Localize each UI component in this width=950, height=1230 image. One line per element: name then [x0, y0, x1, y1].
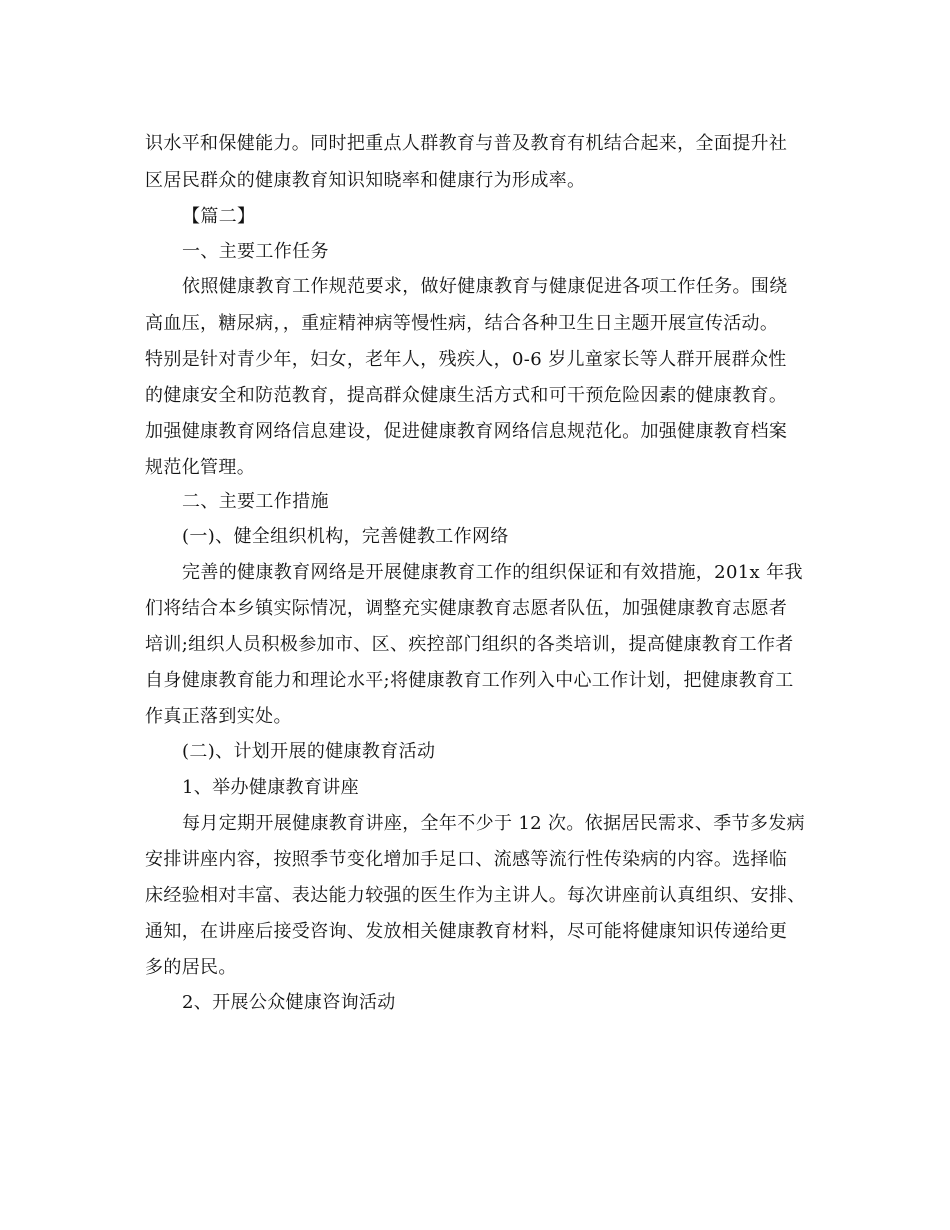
- section-heading: 二、主要工作措施: [182, 491, 329, 512]
- item-heading: 1、举办健康教育讲座: [182, 777, 359, 798]
- paragraph-line: 多的居民。: [145, 957, 237, 978]
- paragraph-line: 规范化管理。: [145, 457, 256, 478]
- paragraph-line: 的健康安全和防范教育，提高群众健康生活方式和可干预危险因素的健康教育。: [145, 385, 788, 406]
- section-heading: 一、主要工作任务: [182, 241, 329, 262]
- item-heading: 2、开展公众健康咨询活动: [182, 992, 396, 1013]
- paragraph-line: 每月定期开展健康教育讲座，全年不少于 12 次。依据居民需求、季节多发病: [182, 813, 805, 834]
- subsection-heading: (二)、计划开展的健康教育活动: [182, 741, 436, 762]
- subsection-heading: (一)、健全组织机构，完善健教工作网络: [182, 526, 509, 547]
- paragraph-line: 加强健康教育网络信息建设，促进健康教育网络信息规范化。加强健康教育档案: [145, 421, 788, 442]
- paragraph-line: 高血压，糖尿病，，重症精神病等慢性病，结合各种卫生日主题开展宣传活动。: [145, 313, 779, 334]
- paragraph-line: 床经验相对丰富、表达能力较强的医生作为主讲人。每次讲座前认真组织、安排、: [145, 885, 806, 906]
- paragraph-line: 完善的健康教育网络是开展健康教育工作的组织保证和有效措施，201x 年我: [182, 562, 803, 583]
- paragraph-line: 区居民群众的健康教育知识知晓率和健康行为形成率。: [145, 170, 586, 191]
- paragraph-line: 识水平和保健能力。同时把重点人群教育与普及教育有机结合起来，全面提升社: [145, 133, 788, 154]
- paragraph-line: 依照健康教育工作规范要求，做好健康教育与健康促进各项工作任务。围绕: [182, 276, 788, 297]
- paragraph-line: 作真正落到实处。: [145, 706, 292, 727]
- paragraph-line: 安排讲座内容，按照季节变化增加手足口、流感等流行性传染病的内容。选择临: [145, 849, 788, 870]
- paragraph-line: 通知，在讲座后接受咨询、发放相关健康教育材料，尽可能将健康知识传递给更: [145, 921, 788, 942]
- section-heading: 【篇二】: [182, 206, 256, 227]
- paragraph-line: 们将结合本乡镇实际情况，调整充实健康教育志愿者队伍，加强健康教育志愿者: [145, 598, 788, 619]
- paragraph-line: 培训;组织人员积极参加市、区、疾控部门组织的各类培训，提高健康教育工作者: [145, 634, 794, 655]
- paragraph-line: 自身健康教育能力和理论水平;将健康教育工作列入中心工作计划，把健康教育工: [145, 670, 794, 691]
- paragraph-line: 特别是针对青少年，妇女，老年人，残疾人，0-6 岁儿童家长等人群开展群众性: [145, 349, 787, 370]
